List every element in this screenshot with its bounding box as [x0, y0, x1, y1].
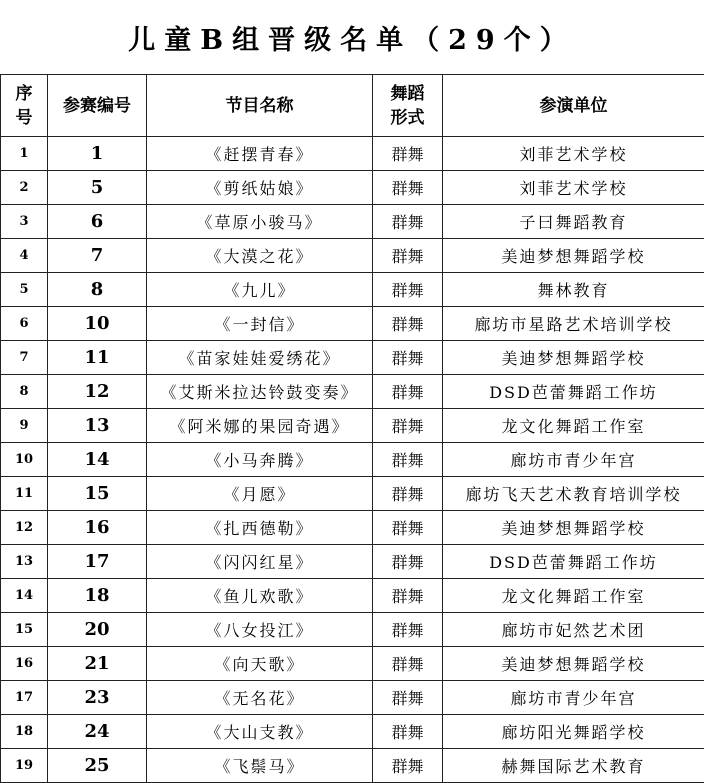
- header-program: 节目名称: [147, 75, 373, 137]
- cell-program: 《一封信》: [147, 307, 373, 341]
- table-row: [1, 715, 704, 749]
- cell-entry-no: 13: [48, 409, 147, 443]
- cell-entry-no: 20: [48, 613, 147, 647]
- cell-dance-form: 群舞: [373, 443, 443, 477]
- table-row: [1, 205, 704, 239]
- cell-unit: 廊坊阳光舞蹈学校: [443, 715, 704, 749]
- header-seq-label: 序号: [15, 82, 33, 130]
- cell-entry-no: 17: [48, 545, 147, 579]
- cell-dance-form: 群舞: [373, 171, 443, 205]
- cell-entry-no: 23: [48, 681, 147, 715]
- header-seq: [1, 75, 48, 137]
- header-entry-no: 参赛编号: [48, 75, 147, 137]
- cell-unit: 刘菲艺术学校: [443, 171, 704, 205]
- cell-dance-form: 群舞: [373, 375, 443, 409]
- table-row: [1, 409, 704, 443]
- cell-dance-form: 群舞: [373, 307, 443, 341]
- cell-dance-form: 群舞: [373, 749, 443, 783]
- table-row: [1, 239, 704, 273]
- cell-entry-no: 5: [48, 171, 147, 205]
- cell-seq: 7: [1, 341, 48, 375]
- cell-entry-no: 16: [48, 511, 147, 545]
- cell-entry-no: 21: [48, 647, 147, 681]
- cell-entry-no: 10: [48, 307, 147, 341]
- cell-unit: 美迪梦想舞蹈学校: [443, 239, 704, 273]
- table-row: [1, 613, 704, 647]
- cell-dance-form: 群舞: [373, 137, 443, 171]
- table-row: [1, 171, 704, 205]
- cell-dance-form: 群舞: [373, 273, 443, 307]
- cell-program: 《向天歌》: [147, 647, 373, 681]
- cell-unit: 赫舞国际艺术教育: [443, 749, 704, 783]
- cell-seq: 17: [1, 681, 48, 715]
- cell-seq: 2: [1, 171, 48, 205]
- cell-seq: 15: [1, 613, 48, 647]
- cell-seq: 18: [1, 715, 48, 749]
- cell-seq: 8: [1, 375, 48, 409]
- cell-dance-form: 群舞: [373, 647, 443, 681]
- cell-program: 《九儿》: [147, 273, 373, 307]
- cell-unit: 刘菲艺术学校: [443, 137, 704, 171]
- cell-seq: 10: [1, 443, 48, 477]
- cell-unit: 舞林教育: [443, 273, 704, 307]
- cell-unit: 廊坊市妃然艺术团: [443, 613, 704, 647]
- table-row: [1, 511, 704, 545]
- cell-seq: 14: [1, 579, 48, 613]
- cell-unit: DSD芭蕾舞蹈工作坊: [443, 545, 704, 579]
- cell-program: 《草原小骏马》: [147, 205, 373, 239]
- cell-seq: 4: [1, 239, 48, 273]
- table-row: [1, 307, 704, 341]
- cell-seq: 11: [1, 477, 48, 511]
- cell-unit: 美迪梦想舞蹈学校: [443, 511, 704, 545]
- cell-seq: 1: [1, 137, 48, 171]
- cell-entry-no: 6: [48, 205, 147, 239]
- cell-program: 《苗家娃娃爱绣花》: [147, 341, 373, 375]
- cell-entry-no: 24: [48, 715, 147, 749]
- cell-program: 《大山支教》: [147, 715, 373, 749]
- cell-dance-form: 群舞: [373, 409, 443, 443]
- results-table: [0, 74, 704, 783]
- header-unit: 参演单位: [443, 75, 704, 137]
- table-body: [1, 137, 704, 783]
- table-row: [1, 137, 704, 171]
- cell-unit: 美迪梦想舞蹈学校: [443, 647, 704, 681]
- cell-entry-no: 1: [48, 137, 147, 171]
- cell-program: 《八女投江》: [147, 613, 373, 647]
- cell-program: 《鱼儿欢歌》: [147, 579, 373, 613]
- table-row: [1, 273, 704, 307]
- cell-seq: 9: [1, 409, 48, 443]
- cell-entry-no: 14: [48, 443, 147, 477]
- cell-entry-no: 25: [48, 749, 147, 783]
- cell-seq: 16: [1, 647, 48, 681]
- cell-entry-no: 12: [48, 375, 147, 409]
- cell-unit: 子曰舞蹈教育: [443, 205, 704, 239]
- cell-program: 《闪闪红星》: [147, 545, 373, 579]
- cell-unit: 廊坊市青少年宫: [443, 681, 704, 715]
- table-row: [1, 443, 704, 477]
- cell-dance-form: 群舞: [373, 205, 443, 239]
- cell-program: 《飞鬃马》: [147, 749, 373, 783]
- cell-seq: 5: [1, 273, 48, 307]
- table-row: [1, 579, 704, 613]
- header-dance-form-label: 舞蹈形式: [390, 82, 426, 130]
- cell-dance-form: 群舞: [373, 613, 443, 647]
- table-row: [1, 477, 704, 511]
- table-row: [1, 681, 704, 715]
- table-header-row: [1, 75, 704, 137]
- cell-entry-no: 7: [48, 239, 147, 273]
- cell-entry-no: 11: [48, 341, 147, 375]
- cell-program: 《赶摆青春》: [147, 137, 373, 171]
- table-row: [1, 647, 704, 681]
- table-row: [1, 341, 704, 375]
- page-title: 儿童B组晋级名单（29个）: [0, 0, 704, 74]
- table-row: [1, 545, 704, 579]
- cell-unit: 廊坊市星路艺术培训学校: [443, 307, 704, 341]
- cell-dance-form: 群舞: [373, 341, 443, 375]
- cell-program: 《剪纸姑娘》: [147, 171, 373, 205]
- cell-seq: 12: [1, 511, 48, 545]
- cell-unit: 龙文化舞蹈工作室: [443, 409, 704, 443]
- cell-program: 《大漠之花》: [147, 239, 373, 273]
- cell-unit: 廊坊飞天艺术教育培训学校: [443, 477, 704, 511]
- cell-unit: 美迪梦想舞蹈学校: [443, 341, 704, 375]
- cell-dance-form: 群舞: [373, 579, 443, 613]
- cell-program: 《无名花》: [147, 681, 373, 715]
- cell-unit: 廊坊市青少年宫: [443, 443, 704, 477]
- cell-seq: 19: [1, 749, 48, 783]
- header-dance-form: [373, 75, 443, 137]
- cell-dance-form: 群舞: [373, 715, 443, 749]
- cell-dance-form: 群舞: [373, 681, 443, 715]
- cell-dance-form: 群舞: [373, 545, 443, 579]
- cell-program: 《扎西德勒》: [147, 511, 373, 545]
- cell-program: 《艾斯米拉达铃鼓变奏》: [147, 375, 373, 409]
- table-row: [1, 375, 704, 409]
- cell-entry-no: 8: [48, 273, 147, 307]
- cell-dance-form: 群舞: [373, 477, 443, 511]
- cell-seq: 6: [1, 307, 48, 341]
- cell-dance-form: 群舞: [373, 511, 443, 545]
- cell-unit: DSD芭蕾舞蹈工作坊: [443, 375, 704, 409]
- cell-program: 《阿米娜的果园奇遇》: [147, 409, 373, 443]
- cell-dance-form: 群舞: [373, 239, 443, 273]
- cell-seq: 13: [1, 545, 48, 579]
- cell-program: 《小马奔腾》: [147, 443, 373, 477]
- cell-unit: 龙文化舞蹈工作室: [443, 579, 704, 613]
- table-row: [1, 749, 704, 783]
- cell-program: 《月愿》: [147, 477, 373, 511]
- cell-entry-no: 15: [48, 477, 147, 511]
- cell-seq: 3: [1, 205, 48, 239]
- cell-entry-no: 18: [48, 579, 147, 613]
